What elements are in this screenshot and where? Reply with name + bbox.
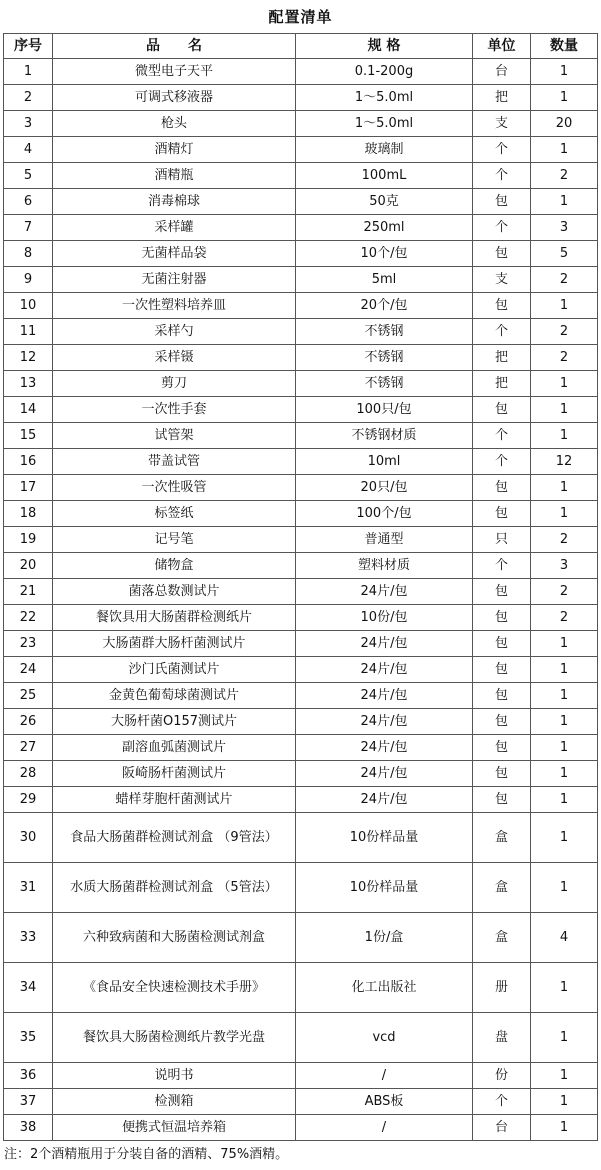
header-unit: 单位 bbox=[473, 34, 531, 59]
cell-name: 菌落总数测试片 bbox=[53, 579, 296, 605]
cell-seq: 6 bbox=[4, 189, 53, 215]
table-row bbox=[4, 1089, 598, 1115]
cell-name: 试管架 bbox=[53, 423, 296, 449]
cell-unit: 包 bbox=[473, 657, 531, 683]
table-row bbox=[4, 813, 598, 863]
cell-qty: 12 bbox=[531, 449, 598, 475]
cell-name: 消毒棉球 bbox=[53, 189, 296, 215]
cell-spec: 1～5.0ml bbox=[296, 111, 473, 137]
cell-unit: 包 bbox=[473, 189, 531, 215]
cell-name: 枪头 bbox=[53, 111, 296, 137]
cell-unit: 个 bbox=[473, 137, 531, 163]
cell-qty: 1 bbox=[531, 863, 598, 913]
table-row bbox=[4, 345, 598, 371]
cell-unit: 包 bbox=[473, 397, 531, 423]
cell-unit: 包 bbox=[473, 787, 531, 813]
cell-qty: 4 bbox=[531, 913, 598, 963]
cell-seq: 4 bbox=[4, 137, 53, 163]
cell-spec: 24片/包 bbox=[296, 657, 473, 683]
cell-name: 酒精灯 bbox=[53, 137, 296, 163]
table-row bbox=[4, 709, 598, 735]
cell-name: 微型电子天平 bbox=[53, 59, 296, 85]
header-name: 品 名 bbox=[53, 34, 296, 59]
cell-name: 无菌注射器 bbox=[53, 267, 296, 293]
cell-seq: 24 bbox=[4, 657, 53, 683]
cell-qty: 1 bbox=[531, 683, 598, 709]
cell-spec: 1～5.0ml bbox=[296, 85, 473, 111]
cell-name: 酒精瓶 bbox=[53, 163, 296, 189]
table-row bbox=[4, 371, 598, 397]
table-row bbox=[4, 1063, 598, 1089]
table-row bbox=[4, 657, 598, 683]
cell-name: 水质大肠菌群检测试剂盒 （5管法） bbox=[53, 863, 296, 913]
header-spec: 规 格 bbox=[296, 34, 473, 59]
cell-spec: 10ml bbox=[296, 449, 473, 475]
cell-unit: 个 bbox=[473, 1089, 531, 1115]
cell-unit: 包 bbox=[473, 475, 531, 501]
cell-spec: 5ml bbox=[296, 267, 473, 293]
cell-name: 大肠菌群大肠杆菌测试片 bbox=[53, 631, 296, 657]
cell-unit: 个 bbox=[473, 553, 531, 579]
table-row bbox=[4, 267, 598, 293]
cell-unit: 个 bbox=[473, 319, 531, 345]
table-row bbox=[4, 787, 598, 813]
cell-qty: 1 bbox=[531, 293, 598, 319]
cell-seq: 17 bbox=[4, 475, 53, 501]
cell-qty: 1 bbox=[531, 735, 598, 761]
header-seq: 序号 bbox=[4, 34, 53, 59]
cell-unit: 个 bbox=[473, 423, 531, 449]
cell-spec: 10份/包 bbox=[296, 605, 473, 631]
cell-qty: 1 bbox=[531, 1063, 598, 1089]
cell-seq: 13 bbox=[4, 371, 53, 397]
table-row bbox=[4, 163, 598, 189]
cell-unit: 册 bbox=[473, 963, 531, 1013]
cell-spec: 100只/包 bbox=[296, 397, 473, 423]
cell-unit: 把 bbox=[473, 345, 531, 371]
cell-unit: 台 bbox=[473, 59, 531, 85]
cell-name: 便携式恒温培养箱 bbox=[53, 1115, 296, 1141]
cell-spec: / bbox=[296, 1063, 473, 1089]
cell-name: 六种致病菌和大肠菌检测试剂盒 bbox=[53, 913, 296, 963]
cell-spec: 24片/包 bbox=[296, 787, 473, 813]
footnote: 注：2个酒精瓶用于分装自备的酒精、75%酒精。 bbox=[4, 1147, 289, 1162]
cell-qty: 5 bbox=[531, 241, 598, 267]
cell-spec: 1份/盒 bbox=[296, 913, 473, 963]
cell-qty: 1 bbox=[531, 423, 598, 449]
cell-seq: 21 bbox=[4, 579, 53, 605]
cell-unit: 盒 bbox=[473, 913, 531, 963]
table-row bbox=[4, 1013, 598, 1063]
cell-qty: 1 bbox=[531, 657, 598, 683]
configuration-table bbox=[3, 33, 598, 1141]
table-row bbox=[4, 1115, 598, 1141]
cell-spec: 10份样品量 bbox=[296, 813, 473, 863]
cell-unit: 只 bbox=[473, 527, 531, 553]
cell-qty: 3 bbox=[531, 215, 598, 241]
cell-spec: 24片/包 bbox=[296, 579, 473, 605]
cell-qty: 2 bbox=[531, 345, 598, 371]
cell-unit: 支 bbox=[473, 267, 531, 293]
cell-spec: 10份样品量 bbox=[296, 863, 473, 913]
cell-spec: 不锈钢材质 bbox=[296, 423, 473, 449]
cell-unit: 包 bbox=[473, 579, 531, 605]
cell-name: 采样镊 bbox=[53, 345, 296, 371]
cell-seq: 11 bbox=[4, 319, 53, 345]
cell-unit: 个 bbox=[473, 449, 531, 475]
cell-seq: 16 bbox=[4, 449, 53, 475]
header-qty: 数量 bbox=[531, 34, 598, 59]
cell-seq: 38 bbox=[4, 1115, 53, 1141]
table-row bbox=[4, 527, 598, 553]
table-row bbox=[4, 85, 598, 111]
cell-spec: 24片/包 bbox=[296, 709, 473, 735]
cell-seq: 15 bbox=[4, 423, 53, 449]
cell-name: 说明书 bbox=[53, 1063, 296, 1089]
cell-name: 可调式移液器 bbox=[53, 85, 296, 111]
cell-seq: 26 bbox=[4, 709, 53, 735]
cell-spec: 24片/包 bbox=[296, 631, 473, 657]
cell-unit: 份 bbox=[473, 1063, 531, 1089]
cell-qty: 1 bbox=[531, 1013, 598, 1063]
cell-name: 阪崎肠杆菌测试片 bbox=[53, 761, 296, 787]
cell-name: 带盖试管 bbox=[53, 449, 296, 475]
table-row bbox=[4, 293, 598, 319]
cell-qty: 1 bbox=[531, 189, 598, 215]
cell-spec: 24片/包 bbox=[296, 735, 473, 761]
cell-name: 采样勺 bbox=[53, 319, 296, 345]
cell-qty: 2 bbox=[531, 605, 598, 631]
cell-qty: 3 bbox=[531, 553, 598, 579]
cell-qty: 1 bbox=[531, 85, 598, 111]
cell-qty: 1 bbox=[531, 397, 598, 423]
cell-name: 记号笔 bbox=[53, 527, 296, 553]
page-title: 配置清单 bbox=[268, 8, 333, 26]
cell-qty: 1 bbox=[531, 475, 598, 501]
table-row bbox=[4, 59, 598, 85]
cell-seq: 25 bbox=[4, 683, 53, 709]
cell-qty: 1 bbox=[531, 709, 598, 735]
cell-unit: 盘 bbox=[473, 1013, 531, 1063]
cell-name: 副溶血弧菌测试片 bbox=[53, 735, 296, 761]
cell-seq: 34 bbox=[4, 963, 53, 1013]
cell-qty: 1 bbox=[531, 761, 598, 787]
cell-unit: 包 bbox=[473, 735, 531, 761]
cell-seq: 7 bbox=[4, 215, 53, 241]
cell-qty: 1 bbox=[531, 501, 598, 527]
cell-unit: 包 bbox=[473, 683, 531, 709]
table-row bbox=[4, 735, 598, 761]
cell-spec: 不锈钢 bbox=[296, 371, 473, 397]
table-row bbox=[4, 137, 598, 163]
cell-spec: 100个/包 bbox=[296, 501, 473, 527]
cell-spec: 玻璃制 bbox=[296, 137, 473, 163]
cell-name: 检测箱 bbox=[53, 1089, 296, 1115]
cell-seq: 36 bbox=[4, 1063, 53, 1089]
table-row bbox=[4, 963, 598, 1013]
cell-unit: 包 bbox=[473, 605, 531, 631]
cell-seq: 28 bbox=[4, 761, 53, 787]
cell-unit: 把 bbox=[473, 371, 531, 397]
cell-unit: 支 bbox=[473, 111, 531, 137]
cell-spec: 20个/包 bbox=[296, 293, 473, 319]
cell-seq: 29 bbox=[4, 787, 53, 813]
cell-seq: 8 bbox=[4, 241, 53, 267]
table-row bbox=[4, 423, 598, 449]
cell-qty: 1 bbox=[531, 631, 598, 657]
cell-spec: 50克 bbox=[296, 189, 473, 215]
cell-unit: 包 bbox=[473, 501, 531, 527]
table-row bbox=[4, 863, 598, 913]
cell-qty: 1 bbox=[531, 963, 598, 1013]
table-row bbox=[4, 553, 598, 579]
table-row bbox=[4, 761, 598, 787]
cell-spec: 塑料材质 bbox=[296, 553, 473, 579]
cell-seq: 22 bbox=[4, 605, 53, 631]
cell-spec: ABS板 bbox=[296, 1089, 473, 1115]
cell-seq: 27 bbox=[4, 735, 53, 761]
table-row bbox=[4, 683, 598, 709]
cell-seq: 35 bbox=[4, 1013, 53, 1063]
table-row bbox=[4, 475, 598, 501]
cell-qty: 2 bbox=[531, 267, 598, 293]
cell-unit: 包 bbox=[473, 241, 531, 267]
cell-seq: 37 bbox=[4, 1089, 53, 1115]
cell-spec: 化工出版社 bbox=[296, 963, 473, 1013]
cell-qty: 2 bbox=[531, 527, 598, 553]
cell-seq: 9 bbox=[4, 267, 53, 293]
cell-unit: 个 bbox=[473, 215, 531, 241]
cell-spec: 100mL bbox=[296, 163, 473, 189]
table-row bbox=[4, 631, 598, 657]
table-row bbox=[4, 215, 598, 241]
cell-seq: 23 bbox=[4, 631, 53, 657]
table-header-row bbox=[4, 34, 598, 59]
cell-spec: 不锈钢 bbox=[296, 319, 473, 345]
cell-name: 沙门氏菌测试片 bbox=[53, 657, 296, 683]
cell-qty: 1 bbox=[531, 371, 598, 397]
cell-unit: 包 bbox=[473, 709, 531, 735]
table-row bbox=[4, 319, 598, 345]
cell-seq: 5 bbox=[4, 163, 53, 189]
cell-qty: 1 bbox=[531, 1089, 598, 1115]
cell-seq: 2 bbox=[4, 85, 53, 111]
cell-qty: 1 bbox=[531, 1115, 598, 1141]
cell-seq: 30 bbox=[4, 813, 53, 863]
cell-name: 蜡样芽胞杆菌测试片 bbox=[53, 787, 296, 813]
cell-seq: 33 bbox=[4, 913, 53, 963]
cell-spec: 0.1-200g bbox=[296, 59, 473, 85]
table-row bbox=[4, 579, 598, 605]
cell-name: 一次性塑料培养皿 bbox=[53, 293, 296, 319]
table-row bbox=[4, 501, 598, 527]
cell-qty: 2 bbox=[531, 163, 598, 189]
cell-name: 金黄色葡萄球菌测试片 bbox=[53, 683, 296, 709]
cell-spec: 24片/包 bbox=[296, 683, 473, 709]
cell-name: 餐饮具用大肠菌群检测纸片 bbox=[53, 605, 296, 631]
cell-seq: 3 bbox=[4, 111, 53, 137]
table-row bbox=[4, 397, 598, 423]
table-row bbox=[4, 605, 598, 631]
cell-seq: 12 bbox=[4, 345, 53, 371]
table-row bbox=[4, 241, 598, 267]
cell-name: 《食品安全快速检测技术手册》 bbox=[53, 963, 296, 1013]
cell-seq: 1 bbox=[4, 59, 53, 85]
cell-name: 餐饮具大肠菌检测纸片教学光盘 bbox=[53, 1013, 296, 1063]
cell-qty: 20 bbox=[531, 111, 598, 137]
cell-unit: 把 bbox=[473, 85, 531, 111]
cell-qty: 1 bbox=[531, 59, 598, 85]
cell-unit: 个 bbox=[473, 163, 531, 189]
cell-unit: 盒 bbox=[473, 813, 531, 863]
cell-spec: 普通型 bbox=[296, 527, 473, 553]
cell-unit: 盒 bbox=[473, 863, 531, 913]
cell-name: 无菌样品袋 bbox=[53, 241, 296, 267]
table-row bbox=[4, 111, 598, 137]
cell-unit: 包 bbox=[473, 293, 531, 319]
cell-name: 一次性吸管 bbox=[53, 475, 296, 501]
cell-name: 食品大肠菌群检测试剂盒 （9管法） bbox=[53, 813, 296, 863]
cell-qty: 1 bbox=[531, 813, 598, 863]
cell-spec: vcd bbox=[296, 1013, 473, 1063]
cell-seq: 18 bbox=[4, 501, 53, 527]
cell-seq: 31 bbox=[4, 863, 53, 913]
cell-name: 大肠杆菌O157测试片 bbox=[53, 709, 296, 735]
cell-seq: 20 bbox=[4, 553, 53, 579]
table-row bbox=[4, 913, 598, 963]
cell-spec: 250ml bbox=[296, 215, 473, 241]
cell-name: 标签纸 bbox=[53, 501, 296, 527]
cell-unit: 包 bbox=[473, 631, 531, 657]
cell-name: 采样罐 bbox=[53, 215, 296, 241]
cell-seq: 14 bbox=[4, 397, 53, 423]
cell-qty: 2 bbox=[531, 579, 598, 605]
cell-name: 剪刀 bbox=[53, 371, 296, 397]
cell-qty: 2 bbox=[531, 319, 598, 345]
table-row bbox=[4, 449, 598, 475]
cell-spec: 24片/包 bbox=[296, 761, 473, 787]
cell-name: 一次性手套 bbox=[53, 397, 296, 423]
cell-seq: 19 bbox=[4, 527, 53, 553]
table-row bbox=[4, 189, 598, 215]
cell-unit: 包 bbox=[473, 761, 531, 787]
cell-spec: / bbox=[296, 1115, 473, 1141]
cell-qty: 1 bbox=[531, 787, 598, 813]
cell-spec: 10个/包 bbox=[296, 241, 473, 267]
cell-spec: 不锈钢 bbox=[296, 345, 473, 371]
cell-qty: 1 bbox=[531, 137, 598, 163]
cell-seq: 10 bbox=[4, 293, 53, 319]
cell-unit: 台 bbox=[473, 1115, 531, 1141]
cell-spec: 20只/包 bbox=[296, 475, 473, 501]
cell-name: 储物盒 bbox=[53, 553, 296, 579]
